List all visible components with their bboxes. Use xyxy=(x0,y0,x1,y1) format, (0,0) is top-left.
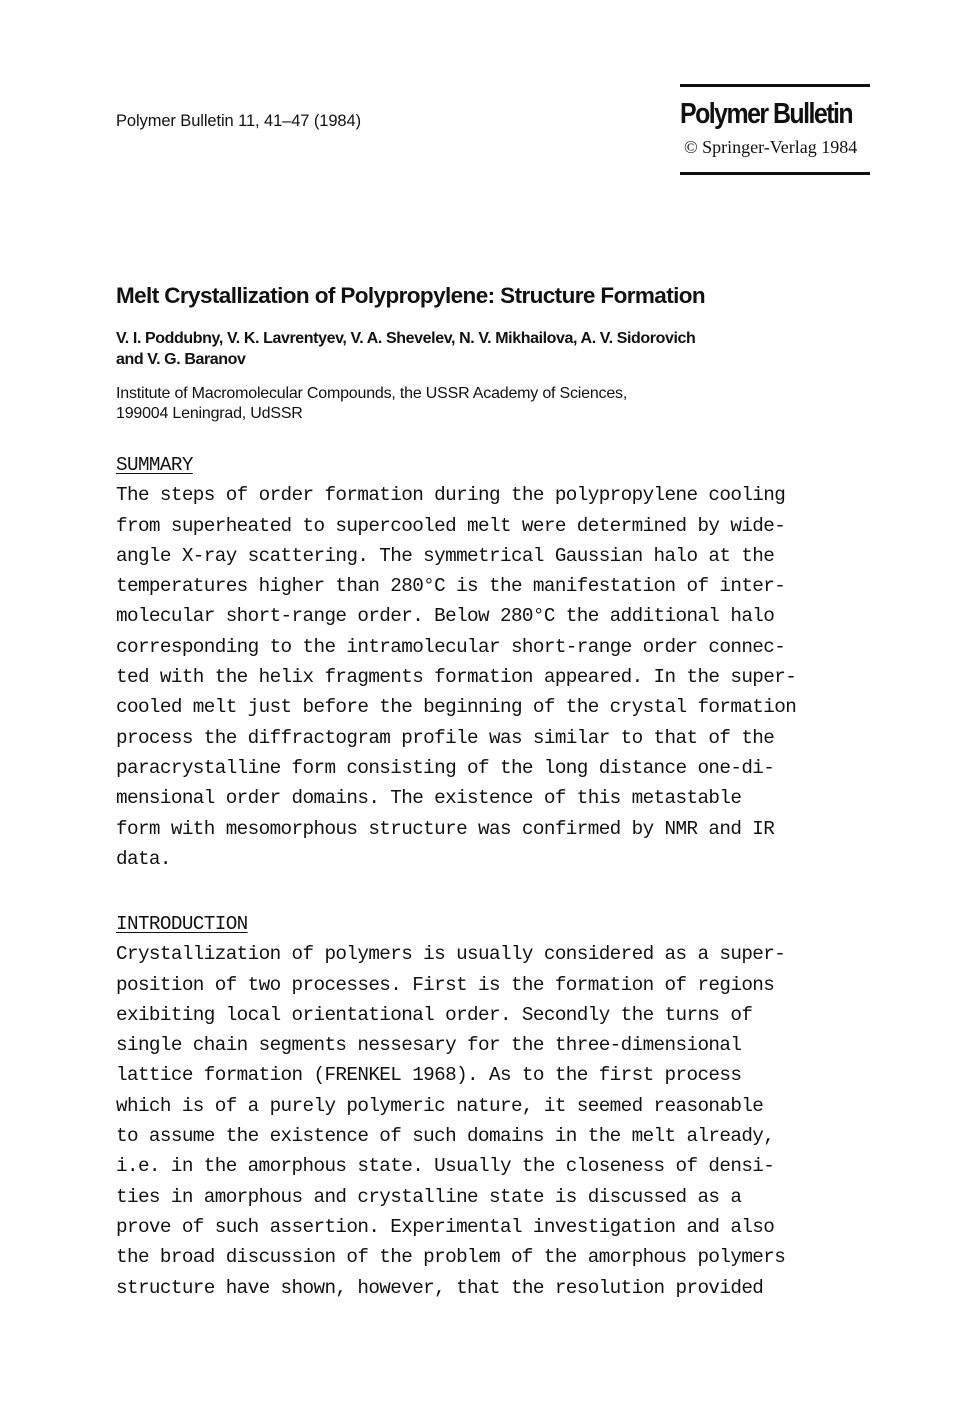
summary-line: form with mesomorphous structure was confirmed by NMR and IR xyxy=(116,817,775,840)
introduction-line: position of two processes. First is the formation of regions xyxy=(116,973,775,996)
introduction-line: the broad discussion of the problem of the amorphous polymers xyxy=(116,1246,786,1269)
introduction-line: i.e. in the amorphous state. Usually the closeness of densi- xyxy=(116,1155,775,1178)
introduction-line: single chain segments nessesary for the three-dimensional xyxy=(116,1034,742,1057)
introduction-heading: INTRODUCTION xyxy=(116,913,248,935)
affiliation-line: 199004 Leningrad, UdSSR xyxy=(116,405,303,422)
publisher-copyright: © Springer-Verlag 1984 xyxy=(684,137,858,157)
introduction-line: lattice formation (FRENKEL 1968). As to the first process xyxy=(116,1064,742,1087)
masthead-top-rule xyxy=(680,84,870,87)
authors-line: and V. G. Baranov xyxy=(116,351,246,368)
summary-line: paracrystalline form consisting of the long distance one-di- xyxy=(116,756,775,779)
summary-line: molecular short-range order. Below 280°C the additional halo xyxy=(116,605,775,628)
introduction-line: structure have shown, however, that the resolution provided xyxy=(116,1276,764,1299)
introduction-line: which is of a purely polymeric nature, it seemed reasonable xyxy=(116,1094,764,1117)
article-title: Melt Crystallization of Polypropylene: Structure Formation xyxy=(116,283,706,308)
journal-citation: Polymer Bulletin 11, 41–47 (1984) xyxy=(116,112,361,130)
introduction-line: exibiting local orientational order. Secondly the turns of xyxy=(116,1003,753,1026)
introduction-line: to assume the existence of such domains in the melt already, xyxy=(116,1125,775,1148)
summary-line: data. xyxy=(116,847,171,870)
summary-line: cooled melt just before the beginning of the crystal formation xyxy=(116,696,797,719)
summary-line: temperatures higher than 280°C is the manifestation of inter- xyxy=(116,575,786,598)
summary-line: process the diffractogram profile was similar to that of the xyxy=(116,726,775,749)
author-list xyxy=(116,328,816,370)
affiliation-line: Institute of Macromolecular Compounds, the USSR Academy of Sciences, xyxy=(116,385,628,402)
introduction-line: prove of such assertion. Experimental investigation and also xyxy=(116,1215,775,1238)
summary-line: angle X-ray scattering. The symmetrical Gaussian halo at the xyxy=(116,544,775,567)
introduction-line: ties in amorphous and crystalline state is discussed as a xyxy=(116,1185,742,1208)
summary-line: corresponding to the intramolecular short-range order connec- xyxy=(116,635,786,658)
authors-line: V. I. Poddubny, V. K. Lavrentyev, V. A. Shevelev, N. V. Mikhailova, A. V. Sidorovich xyxy=(116,330,696,347)
summary-line: from superheated to supercooled melt were determined by wide- xyxy=(116,514,786,537)
summary-line: The steps of order formation during the polypropylene cooling xyxy=(116,484,786,507)
masthead-bottom-rule xyxy=(680,172,870,175)
summary-line: ted with the helix fragments formation appeared. In the super- xyxy=(116,666,797,689)
summary-section xyxy=(116,450,886,874)
introduction-line: Crystallization of polymers is usually considered as a super- xyxy=(116,943,786,966)
introduction-section xyxy=(116,909,886,1303)
affiliation xyxy=(116,384,816,424)
summary-line: mensional order domains. The existence of this metastable xyxy=(116,787,742,810)
journal-masthead xyxy=(680,84,870,175)
summary-heading: SUMMARY xyxy=(116,454,193,476)
journal-name: Polymer Bulletin xyxy=(680,98,853,130)
